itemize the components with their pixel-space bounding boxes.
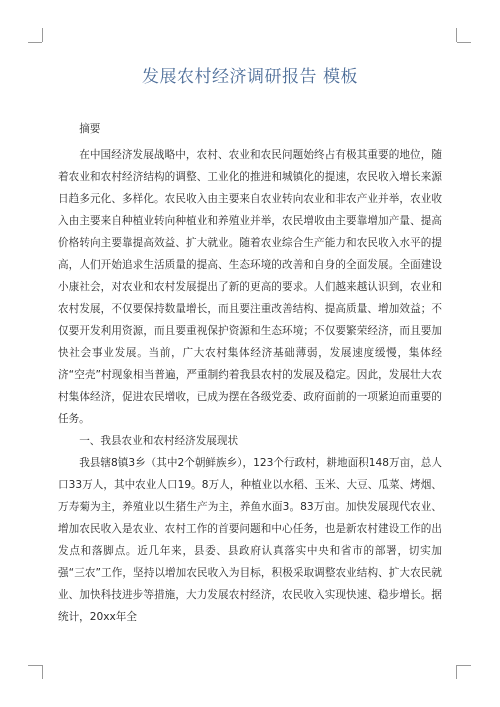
abstract-paragraph: 在中国经济发展战略中，农村、农业和农民问题始终占有极其重要的地位，随着农业和农村经济结构的调整、工业化的推进和城镇化的提速，农民收入增长来源日趋多元化、多样化。农民收入由主要来自农业转向农业和非农产业并举，农业收入由主要来自种植业转向种植业和养殖业并举，农民增收由主要靠增加产量、提高价格转向主要靠提高效益、扩大就业。随着农业综合生产能力和农民收入水平的提高，人们开始追求生活质量的提高、生态环境的改善和自身的全面发展。全面建设小康社会，对农业和农村发展提出了新的更高的要求。人们越来越认识到，农业和农村发展，不仅要保持数量增长，而且要注重改善结构、提高质量、增加效益；不仅要开发利用资源，而且要重视保护资源和生态环境；不仅要繁荣经济，而且要加快社会事业发展。当前，广大农村集体经济基础薄弱，发展速度缓慢，集体经济“空壳”村现象相当普遍，严重制约着我县农村的发展及稳定。因此，发展壮大农村集体经济，促进农民增收，已成为摆在各级党委、政府面前的一项紧迫而重要的任务。 — [58, 149, 442, 425]
section-heading: 一、我县农业和农村经济发展现状 — [79, 435, 239, 447]
abstract-label: 摘要 — [79, 123, 101, 135]
document-body — [58, 118, 442, 628]
section-paragraph: 我县辖8镇3乡（其中2个朝鲜族乡），123个行政村，耕地面积148万亩，总人口33万人，其中农业人口19。8万人，种植业以水稻、玉米、大豆、瓜菜、烤烟、万寿菊为主，养殖业以生猪生产为主，养鱼水面3。83万亩。加快发展现代农业、增加农民收入是农业、农村工作的首要问题和中心任务，也是新农村建设工作的出发点和落脚点。近几年来，县委、县政府认真落实中央和省市的部署，切实加强“三农”工作，坚持以增加农民收入为目标，积极采取调整农业结构、扩大农民就业、加快科技进步等措施，大力发展农村经济，农民收入实现快速、稳步增长。据统计，20xx年全 — [58, 457, 442, 623]
document-title: 发展农村经济调研报告 模板 — [142, 67, 358, 87]
